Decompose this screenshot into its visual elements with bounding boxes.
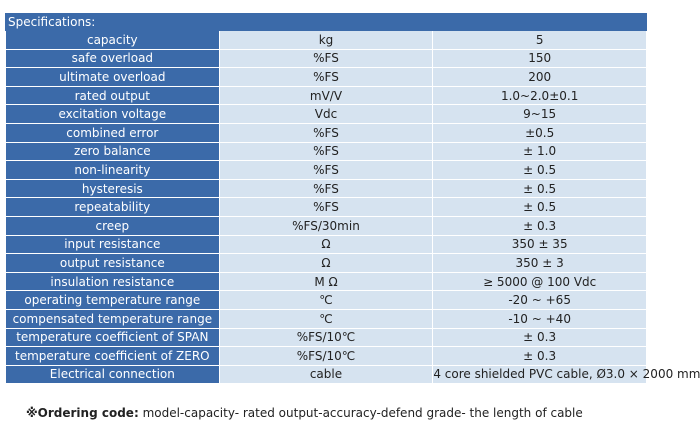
spec-value-cell: 350 ± 3 xyxy=(433,254,647,273)
spec-param-cell: output resistance xyxy=(6,254,220,273)
spec-value-cell: ±0.5 xyxy=(433,123,647,142)
spec-row xyxy=(6,49,647,68)
spec-row xyxy=(6,291,647,310)
ordering-code-note xyxy=(26,406,583,420)
spec-unit-cell: Ω xyxy=(219,235,433,254)
spec-unit-cell: %FS/10℃ xyxy=(219,328,433,347)
spec-row xyxy=(6,68,647,87)
spec-param-cell: operating temperature range xyxy=(6,291,220,310)
spec-param-cell: Electrical connection xyxy=(6,365,220,384)
spec-row xyxy=(6,365,647,384)
spec-unit-cell: %FS xyxy=(219,68,433,87)
spec-value-cell: 150 xyxy=(433,49,647,68)
spec-value-cell: 9~15 xyxy=(433,105,647,124)
spec-row xyxy=(6,179,647,198)
spec-row xyxy=(6,142,647,161)
spec-row xyxy=(6,198,647,217)
spec-unit-cell: %FS xyxy=(219,123,433,142)
ordering-code-label: ※Ordering code: xyxy=(26,406,139,420)
spec-value-cell: 4 core shielded PVC cable, Ø3.0 × 2000 mm xyxy=(433,365,647,384)
spec-unit-cell: %FS xyxy=(219,161,433,180)
spec-row xyxy=(6,272,647,291)
spec-value-cell: ± 0.3 xyxy=(433,328,647,347)
spec-unit-cell: %FS xyxy=(219,49,433,68)
spec-param-cell: non-linearity xyxy=(6,161,220,180)
spec-param-cell: combined error xyxy=(6,123,220,142)
spec-unit-cell: %FS xyxy=(219,179,433,198)
spec-value-cell: ± 0.5 xyxy=(433,179,647,198)
spec-value-cell: ± 0.3 xyxy=(433,216,647,235)
spec-unit-cell: cable xyxy=(219,365,433,384)
spec-value-cell: ± 0.5 xyxy=(433,198,647,217)
spec-param-cell: temperature coefficient of SPAN xyxy=(6,328,220,347)
spec-unit-cell: ℃ xyxy=(219,291,433,310)
spec-unit-cell: M Ω xyxy=(219,272,433,291)
spec-value-cell: ± 0.5 xyxy=(433,161,647,180)
spec-value-cell: -10 ~ +40 xyxy=(433,309,647,328)
spec-param-cell: temperature coefficient of ZERO xyxy=(6,347,220,366)
spec-value-cell: 350 ± 35 xyxy=(433,235,647,254)
spec-value-cell: ± 1.0 xyxy=(433,142,647,161)
spec-unit-cell: mV/V xyxy=(219,86,433,105)
specifications-header-row xyxy=(6,14,647,31)
spec-row xyxy=(6,31,647,50)
spec-param-cell: zero balance xyxy=(6,142,220,161)
spec-param-cell: hysteresis xyxy=(6,179,220,198)
spec-param-cell: insulation resistance xyxy=(6,272,220,291)
spec-value-cell: ± 0.3 xyxy=(433,347,647,366)
spec-value-cell: 5 xyxy=(433,31,647,50)
spec-row xyxy=(6,105,647,124)
spec-row xyxy=(6,161,647,180)
spec-unit-cell: %FS/30min xyxy=(219,216,433,235)
spec-row xyxy=(6,123,647,142)
specifications-header: Specifications: xyxy=(6,14,647,31)
spec-param-cell: capacity xyxy=(6,31,220,50)
spec-param-cell: excitation voltage xyxy=(6,105,220,124)
spec-unit-cell: Ω xyxy=(219,254,433,273)
spec-param-cell: creep xyxy=(6,216,220,235)
ordering-code-text: model-capacity- rated output-accuracy-defend grade- the length of cable xyxy=(138,406,583,420)
spec-param-cell: input resistance xyxy=(6,235,220,254)
spec-unit-cell: ℃ xyxy=(219,309,433,328)
spec-unit-cell: Vdc xyxy=(219,105,433,124)
spec-value-cell: 1.0~2.0±0.1 xyxy=(433,86,647,105)
spec-row xyxy=(6,309,647,328)
spec-param-cell: repeatability xyxy=(6,198,220,217)
spec-value-cell: 200 xyxy=(433,68,647,87)
spec-param-cell: ultimate overload xyxy=(6,68,220,87)
spec-unit-cell: kg xyxy=(219,31,433,50)
spec-value-cell: -20 ~ +65 xyxy=(433,291,647,310)
spec-row xyxy=(6,86,647,105)
spec-param-cell: safe overload xyxy=(6,49,220,68)
spec-unit-cell: %FS xyxy=(219,198,433,217)
spec-unit-cell: %FS xyxy=(219,142,433,161)
spec-row xyxy=(6,254,647,273)
spec-value-cell: ≥ 5000 @ 100 Vdc xyxy=(433,272,647,291)
spec-row xyxy=(6,328,647,347)
spec-param-cell: compensated temperature range xyxy=(6,309,220,328)
spec-row xyxy=(6,347,647,366)
spec-row xyxy=(6,216,647,235)
spec-unit-cell: %FS/10℃ xyxy=(219,347,433,366)
spec-param-cell: rated output xyxy=(6,86,220,105)
spec-row xyxy=(6,235,647,254)
specifications-table xyxy=(5,13,700,384)
